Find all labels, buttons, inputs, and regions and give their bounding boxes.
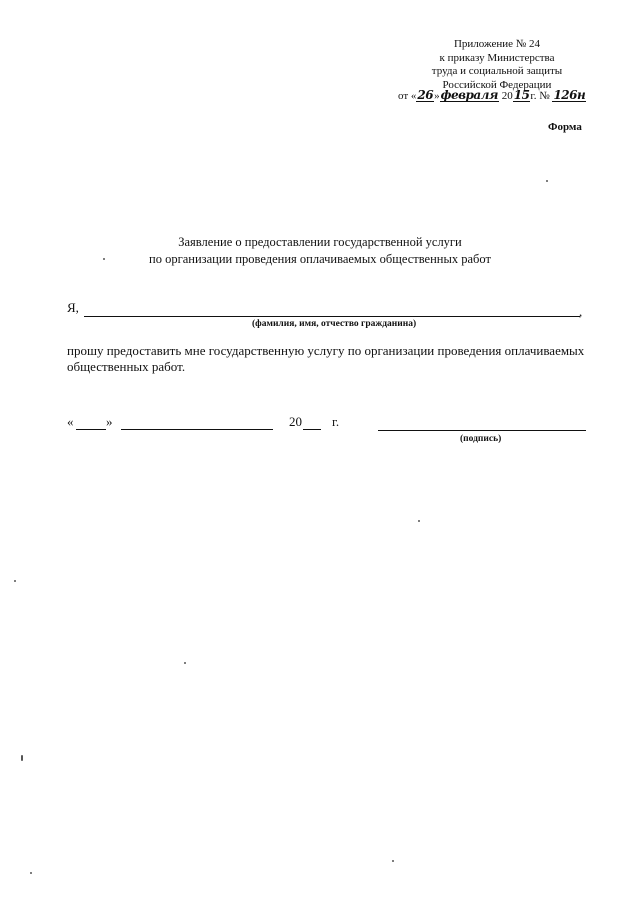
annex-line-2: к приказу Министерства [439,51,555,64]
order-year-handwritten: 15 [513,88,530,102]
annex-line-4: Российской Федерации [442,78,552,91]
request-text: прошу предоставить мне государственную услугу по организации проведения оплачиваемых общественных работ. [67,343,585,374]
order-year-prefix: 20 [501,90,513,102]
date-day-field[interactable] [76,429,106,430]
applicant-prefix: Я, [67,300,79,315]
date-close-quote: » [106,414,113,429]
order-date-line [398,89,598,103]
form-label: Форма [548,121,582,133]
scan-speck [30,872,32,874]
annex-line-3: труда и социальной защиты [431,65,563,77]
signature-hint: (подпись) [460,434,502,444]
annex-header [392,38,602,92]
scan-speck [103,258,105,260]
applicant-name-field[interactable] [84,316,580,317]
date-year-prefix: 20 [289,414,302,429]
date-month-field[interactable] [121,429,273,430]
annex-line-1: Приложение № 24 [453,38,541,50]
document-title [100,234,540,268]
date-open-quote: « [67,414,74,429]
applicant-name-hint: (фамилия, имя, отчество гражданина) [252,319,417,329]
scan-speck [546,180,548,182]
scan-speck [14,580,16,582]
scan-speck [184,662,186,664]
date-year-field[interactable] [303,429,321,430]
order-number-handwritten: 126н [553,88,586,102]
order-year-suffix: г. № [530,90,550,102]
date-year-suffix: г. [332,414,340,429]
order-day-close: » [434,90,440,102]
title-line-2: по организации проведения оплачиваемых общественных работ [149,252,491,266]
signature-field[interactable] [378,430,586,431]
order-day-handwritten: 26 [417,88,434,102]
scan-speck [418,520,420,522]
order-date-prefix: от « [398,90,417,102]
order-month-handwritten: февраля [440,88,498,102]
applicant-comma: , [579,304,583,319]
scan-speck [21,755,23,761]
title-line-1: Заявление о предоставлении государственной услуги [178,235,462,249]
scan-speck [392,860,394,862]
